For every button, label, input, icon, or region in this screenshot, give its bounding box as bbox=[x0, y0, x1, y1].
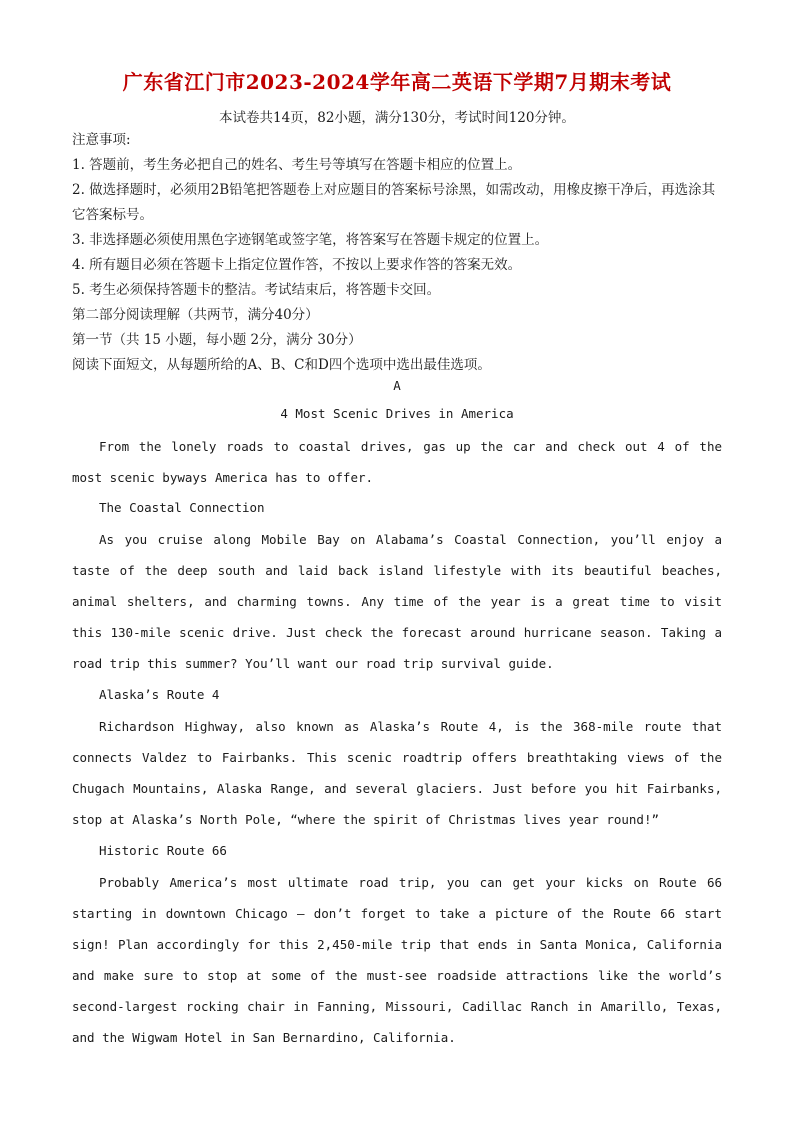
note-item-3: 3. 非选择题必须使用黑色字迹钢笔或签字笔，将答案写在答题卡规定的位置上。 bbox=[72, 232, 549, 248]
section-body-route66: Probably America’s most ultimate road trip, you can get your kicks on Route 66 starting in downtown Chicago — don’t forget to take a picture of the Route 66 start sign! Plan accordingly for this 2,450-mile trip that ends in Santa Monica, California and make sure to stop at some of the must-see roadside attractions like the world’s second-largest rocking chair in Fanning, Missouri, Cadillac Ranch in Amarillo, Texas, and the Wigwam Hotel in San Bernardino, California. bbox=[72, 875, 722, 1045]
passage-letter: A bbox=[393, 378, 401, 393]
passage-intro: From the lonely roads to coastal drives, gas up the car and check out 4 of the most scenic byways America has to offer. bbox=[72, 439, 722, 485]
section-body-alaska: Richardson Highway, also known as Alaska’s Route 4, is the 368-mile route that connects Valdez to Fairbanks. This scenic roadtrip offers breathtaking views of the Chugach Mountains, Alaska Range, and several glaciers. Just before you hit Fairbanks, stop at Alaska’s North Pole, “where the spirit of Christmas lives year round!” bbox=[72, 719, 722, 827]
exam-title: 广东省江门市2023-2024学年高二英语下学期7月期末考试 bbox=[122, 70, 672, 94]
section-heading-route66: Historic Route 66 bbox=[99, 843, 227, 858]
section-heading-alaska: Alaska’s Route 4 bbox=[99, 687, 220, 702]
exam-subtitle: 本试卷共14页，82小题，满分130分，考试时间120分钟。 bbox=[219, 110, 575, 126]
notes-heading: 注意事项: bbox=[72, 132, 131, 148]
section-body-coastal: As you cruise along Mobile Bay on Alabama’s Coastal Connection, you’ll enjoy a taste of the deep south and laid back island lifestyle with its beautiful beaches, animal shelters, and charming towns. Any time of the year is a great time to visit this 130-mile scenic drive. Just check the forecast around hurricane season. Taking a road trip this summer? You’ll want our road trip survival guide. bbox=[72, 532, 722, 671]
instruction-text: 阅读下面短文，从每题所给的A、B、C和D四个选项中选出最佳选项。 bbox=[72, 357, 491, 373]
section-one-heading: 第一节（共 15 小题，每小题 2分，满分 30分） bbox=[72, 332, 362, 348]
notes-block bbox=[72, 128, 722, 378]
note-item-5: 5. 考生必须保持答题卡的整洁。考试结束后，将答题卡交回。 bbox=[72, 282, 441, 298]
note-item-2: 2. 做选择题时，必须用2B铅笔把答题卷上对应题目的答案标号涂黑，如需改动，用橡皮擦干净后，再选涂其它答案标号。 bbox=[72, 182, 716, 223]
note-item-4: 4. 所有题目必须在答题卡上指定位置作答，不按以上要求作答的答案无效。 bbox=[72, 257, 522, 273]
note-item-1: 1. 答题前，考生务必把自己的姓名、考生号等填写在答题卡相应的位置上。 bbox=[72, 157, 522, 173]
section-heading-coastal: The Coastal Connection bbox=[99, 500, 265, 515]
passage-title: 4 Most Scenic Drives in America bbox=[280, 406, 514, 421]
part-two-heading: 第二部分阅读理解（共两节，满分40分） bbox=[72, 307, 319, 323]
